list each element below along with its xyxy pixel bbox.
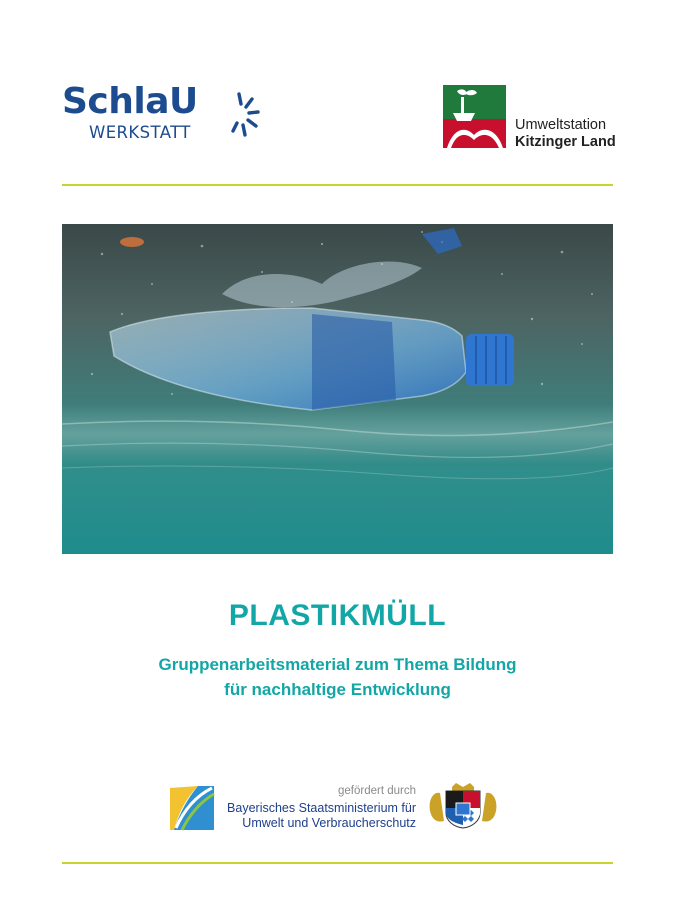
umweltstation-emblem-icon [443, 85, 506, 148]
bottom-divider [62, 862, 613, 864]
plastic-bottle-underwater-photo [62, 224, 613, 554]
schlau-logo-subline: WERKSTATT [89, 123, 191, 142]
document-title: PLASTIKMÜLL [228, 599, 447, 632]
station-logo-line2: Kitzinger Land [515, 134, 616, 150]
sun-rays-icon [230, 90, 260, 138]
ministry-name-line1: Bayerisches Staatsministerium für [227, 801, 416, 815]
ministry-name-line2: Umwelt und Verbraucherschutz [242, 816, 416, 830]
top-divider [62, 184, 613, 186]
umweltstation-logo [443, 85, 623, 149]
cover-photo [62, 224, 613, 554]
document-subtitle-line2: für nachhaltige Entwicklung [224, 680, 451, 699]
bavarian-coat-of-arms-icon [426, 781, 500, 829]
station-logo-line1: Umweltstation [515, 117, 607, 133]
schlau-logo-wordmark: SchlaU [62, 81, 198, 122]
funded-by-label: gefördert durch [338, 785, 416, 797]
funding-program-logo-icon [168, 784, 216, 832]
schlau-werkstatt-logo [62, 82, 267, 152]
document-subtitle-line1: Gruppenarbeitsmaterial zum Thema Bildung [158, 655, 517, 674]
